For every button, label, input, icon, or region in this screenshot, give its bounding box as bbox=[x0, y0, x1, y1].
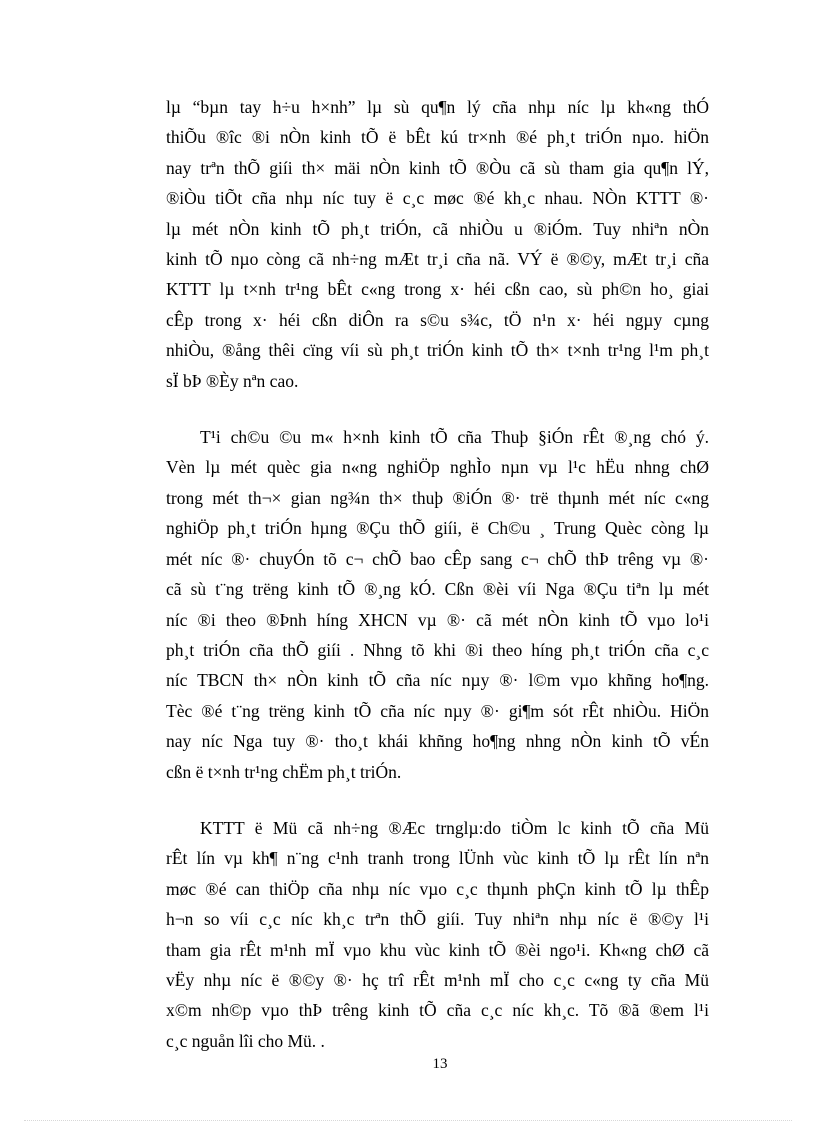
text-line: Vèn lµ mét quèc gia n«ng nghiÖp nghÌo nµn vµ l¹c hËu nhng chØ bbox=[166, 457, 709, 478]
text-line: T¹i ch©u ©u m« h×nh kinh tÕ cña Thuþ §iÓn rÊt ®¸ng chó ý. bbox=[200, 427, 709, 448]
text-line: trong mét th¬× gian ng¾n th× thuþ ®iÓn ®· trë thµnh mét níc c«ng bbox=[166, 487, 709, 508]
text-line: Tèc ®é t¨ng trëng kinh tÕ cña níc nµy ®· gi¶m sót rÊt nhiÒu. HiÖn bbox=[166, 700, 709, 721]
text-line: níc ®i theo ®Þnh híng XHCN vµ ®· cã mét nÒn kinh tÕ vµo lo¹i bbox=[166, 609, 709, 630]
text-line: cã sù t¨ng trëng kinh tÕ ®¸ng kÓ. Cßn ®èi víi Nga ®Çu tiªn lµ mét bbox=[166, 579, 709, 600]
text-line: thiÕu ®îc ®i nÒn kinh tÕ ë bÊt kú tr×nh ®é ph¸t triÓn nµo. hiÖn bbox=[166, 127, 709, 148]
text-line: x©m nh©p vµo thÞ trêng kinh tÕ cña c¸c níc kh¸c. Tõ ®ã ®em l¹i bbox=[166, 1000, 709, 1021]
text-line: mét níc ®· chuyÓn tõ c¬ chÕ bao cÊp sang c¬ chÕ thÞ trêng vµ ®· bbox=[166, 548, 709, 569]
text-line: ®iÒu tiÕt cña nhµ níc tuy ë c¸c møc ®é kh¸c nhau. NÒn KTTT ®· bbox=[166, 188, 709, 209]
page-number: 13 bbox=[432, 1056, 448, 1072]
body-text bbox=[166, 92, 709, 1056]
text-line: níc TBCN th× nÒn kinh tÕ cña níc nµy ®· l©m vµo khñng ho¶ng. bbox=[166, 670, 709, 691]
text-line: kinh tÕ nµo còng cã nh÷ng mÆt tr¸i cña nã. VÝ ë ®©y, mÆt tr¸i cña bbox=[166, 249, 709, 270]
text-line: cßn ë t×nh tr¹ng chËm ph¸t triÓn. bbox=[166, 761, 402, 782]
text-line: cÊp trong x· héi cßn diÔn ra s©u s¾c, tÖ n¹n x· héi ngµy cµng bbox=[166, 309, 709, 330]
text-line: sÏ bÞ ®Èy nªn cao. bbox=[166, 370, 299, 391]
text-line: møc ®é can thiÖp cña nhµ níc vµo c¸c thµnh phÇn kinh tÕ lµ thÊp bbox=[166, 878, 709, 899]
text-line: c¸c nguån lîi cho Mü. . bbox=[166, 1030, 325, 1051]
text-line: lµ “bµn tay h÷u h×nh” lµ sù qu¶n lý cña nhµ níc lµ kh«ng thÓ bbox=[166, 97, 709, 117]
text-line: h¬n so víi c¸c níc kh¸c trªn thÕ giíi. Tuy nhiªn nhµ níc ë ®©y l¹i bbox=[166, 909, 709, 930]
text-line: nghiÖp ph¸t triÓn hµng ®Çu thÕ giíi, ë Ch©u ¸ Trung Quèc còng lµ bbox=[166, 518, 709, 539]
paragraph-3 bbox=[166, 813, 709, 1056]
paragraph-2 bbox=[166, 422, 709, 787]
paragraph-gap bbox=[166, 396, 709, 422]
text-line: nhiÒu, ®ång thêi cïng víi sù ph¸t triÓn kinh tÕ th× t×nh tr¹ng l¹m ph¸t bbox=[166, 340, 709, 361]
text-line: nay trªn thÕ giíi th× mäi nÒn kinh tÕ ®Òu cã sù tham gia qu¶n lÝ, bbox=[166, 157, 709, 178]
text-line: rÊt lín vµ kh¶ n¨ng c¹nh tranh trong lÜnh vùc kinh tÕ lµ rÊt lín nªn bbox=[166, 848, 709, 869]
text-line: lµ mét nÒn kinh tÕ ph¸t triÓn, cã nhiÒu u ®iÓm. Tuy nhiªn nÒn bbox=[166, 218, 709, 239]
text-line: ph¸t triÓn cña thÕ giíi . Nhng tõ khi ®i theo híng ph¸t triÓn cña c¸c bbox=[166, 639, 709, 660]
text-line: nay níc Nga tuy ®· tho¸t khái khñng ho¶ng nhng nÒn kinh tÕ vÉn bbox=[166, 731, 709, 752]
text-line: tham gia rÊt m¹nh mÏ vµo khu vùc kinh tÕ ®èi ngo¹i. Kh«ng chØ cã bbox=[166, 939, 709, 960]
paragraph-gap bbox=[166, 787, 709, 813]
text-line: KTTT ë Mü cã nh÷ng ®Æc trnglµ:do tiÒm lc kinh tÕ cña Mü bbox=[200, 817, 709, 838]
text-line: vËy nhµ níc ë ®©y ®· hç trî rÊt m¹nh mÏ cho c¸c c«ng ty cña Mü bbox=[166, 969, 709, 990]
page-edge-divider bbox=[24, 1120, 792, 1121]
paragraph-1 bbox=[166, 92, 709, 396]
text-line: KTTT lµ t×nh tr¹ng bÊt c«ng trong x· héi cßn cao, sù ph©n ho¸ giai bbox=[166, 279, 709, 300]
